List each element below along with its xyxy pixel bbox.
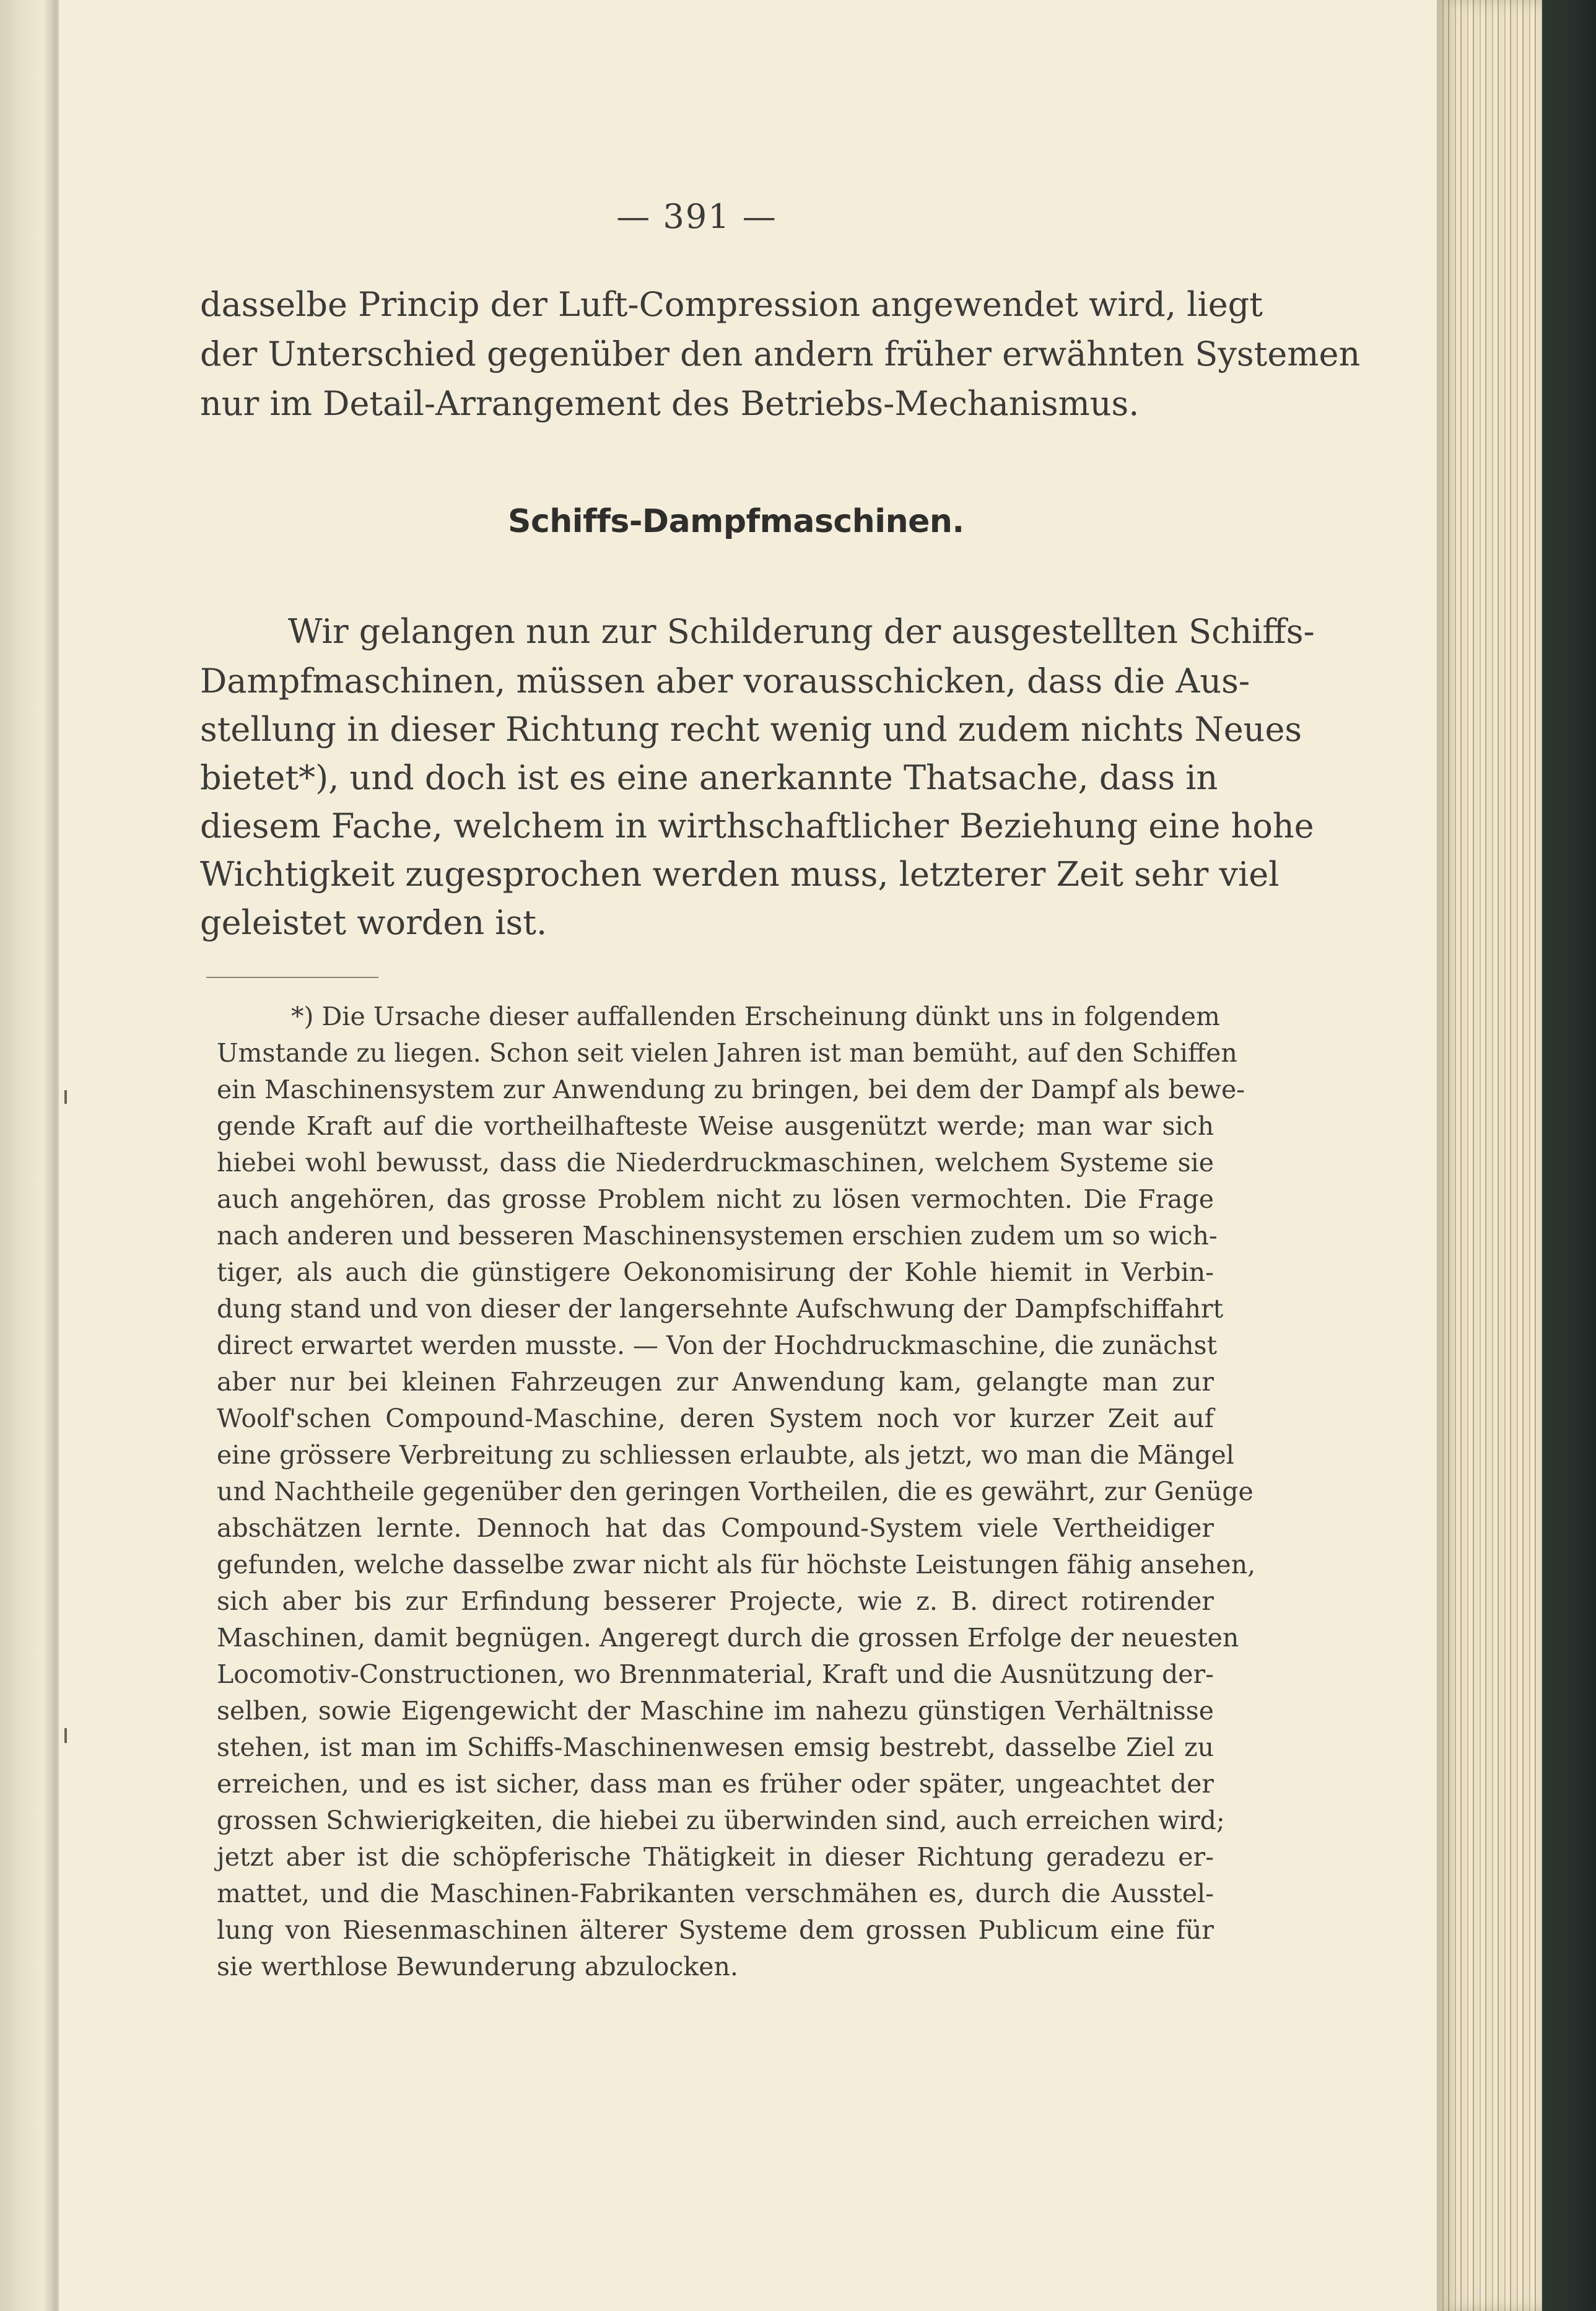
footnote-line: gefunden, welche dasselbe zwar nicht als für höchste Leistungen fähig ansehen, xyxy=(217,1550,1256,1579)
footnote-line: Woolf'schen Compound-Maschine, deren System noch vor kurzer Zeit auf xyxy=(217,1404,1214,1433)
paragraph-line: Dampfmaschinen, müssen aber vorausschicken, dass die Aus- xyxy=(200,662,1250,701)
footnote-line: lung von Riesenmaschinen älterer Systeme dem grossen Publicum eine für xyxy=(217,1915,1214,1945)
footnote-line: hiebei wohl bewusst, dass die Niederdruckmaschinen, welchem Systeme sie xyxy=(217,1148,1214,1177)
footnote-line: selben, sowie Eigengewicht der Maschine im nahezu günstigen Verhältnisse xyxy=(217,1696,1214,1726)
footnote-line: eine grössere Verbreitung zu schliessen erlaubte, als jetzt, wo man die Mängel xyxy=(217,1440,1234,1470)
section-heading: Schiffs-Dampfmaschinen. xyxy=(508,503,964,540)
paragraph-line: bietet*), und doch ist es eine anerkannte Thatsache, dass in xyxy=(200,758,1218,797)
footnote-line: tiger, als auch die günstigere Oekonomisirung der Kohle hiemit in Verbin- xyxy=(217,1257,1214,1287)
paragraph-line: stellung in dieser Richtung recht wenig und zudem nichts Neues xyxy=(200,710,1302,749)
footnote-line: Maschinen, damit begnügen. Angeregt durch die grossen Erfolge der neuesten xyxy=(217,1623,1239,1653)
footnote-line: auch angehören, das grosse Problem nicht zu lösen vermochten. Die Frage xyxy=(217,1184,1214,1214)
intro-line: nur im Detail-Arrangement des Betriebs-Mechanismus. xyxy=(200,384,1140,423)
footnote-line: dung stand und von dieser der langersehnte Aufschwung der Dampfschiffahrt xyxy=(217,1294,1224,1324)
stacked-page-edges xyxy=(1437,0,1542,2311)
binding-mark xyxy=(64,1090,67,1104)
book-cover-edge xyxy=(1542,0,1596,2311)
footnote-line: abschätzen lernte. Dennoch hat das Compound-System viele Vertheidiger xyxy=(217,1513,1214,1543)
footnote-line: Umstande zu liegen. Schon seit vielen Jahren ist man bemüht, auf den Schiffen xyxy=(217,1038,1237,1068)
footnote-line: erreichen, und es ist sicher, dass man es früher oder später, ungeachtet der xyxy=(217,1769,1214,1799)
footnote-line: aber nur bei kleinen Fahrzeugen zur Anwendung kam, gelangte man zur xyxy=(217,1367,1214,1397)
footnote-line: nach anderen und besseren Maschinensystemen erschien zudem um so wich- xyxy=(217,1221,1218,1251)
footnote-line: gende Kraft auf die vortheilhafteste Weise ausgenützt werde; man war sich xyxy=(217,1111,1214,1141)
paragraph-line: diesem Fache, welchem in wirthschaftlicher Beziehung eine hohe xyxy=(200,806,1314,845)
footnote-line: jetzt aber ist die schöpferische Thätigkeit in dieser Richtung geradezu er- xyxy=(217,1842,1214,1872)
paragraph-line: Wichtigkeit zugesprochen werden muss, letzterer Zeit sehr viel xyxy=(200,855,1280,894)
footnote-line: direct erwartet werden musste. — Von der Hochdruckmaschine, die zunächst xyxy=(217,1330,1217,1360)
intro-line: der Unterschied gegenüber den andern früher erwähnten Systemen xyxy=(200,334,1361,374)
footnote-line: und Nachtheile gegenüber den geringen Vortheilen, die es gewährt, zur Genüge xyxy=(217,1477,1254,1506)
binding-mark xyxy=(64,1728,67,1743)
footnote-line: ein Maschinensystem zur Anwendung zu bringen, bei dem der Dampf als bewe- xyxy=(217,1075,1245,1104)
footnote-line: sie werthlose Bewunderung abzulocken. xyxy=(217,1952,738,1981)
footnote-line: sich aber bis zur Erfindung besserer Projecte, wie z. B. direct rotirender xyxy=(217,1586,1214,1616)
paragraph-line: Wir gelangen nun zur Schilderung der ausgestellten Schiffs- xyxy=(288,612,1315,651)
intro-line: dasselbe Princip der Luft-Compression angewendet wird, liegt xyxy=(200,285,1263,324)
page-number: — 391 — xyxy=(616,197,777,236)
paragraph-line: geleistet worden ist. xyxy=(200,903,547,942)
footnote-line: grossen Schwierigkeiten, die hiebei zu überwinden sind, auch erreichen wird; xyxy=(217,1806,1225,1835)
footnote-rule xyxy=(206,977,378,978)
footnote-line: Locomotiv-Constructionen, wo Brennmaterial, Kraft und die Ausnützung der- xyxy=(217,1659,1214,1689)
footnote-line: stehen, ist man im Schiffs-Maschinenwesen emsig bestrebt, dasselbe Ziel zu xyxy=(217,1732,1214,1762)
footnote-line: mattet, und die Maschinen-Fabrikanten verschmähen es, durch die Ausstel- xyxy=(217,1879,1214,1908)
footnote-line: *) Die Ursache dieser auffallenden Erscheinung dünkt uns in folgendem xyxy=(291,1002,1220,1031)
